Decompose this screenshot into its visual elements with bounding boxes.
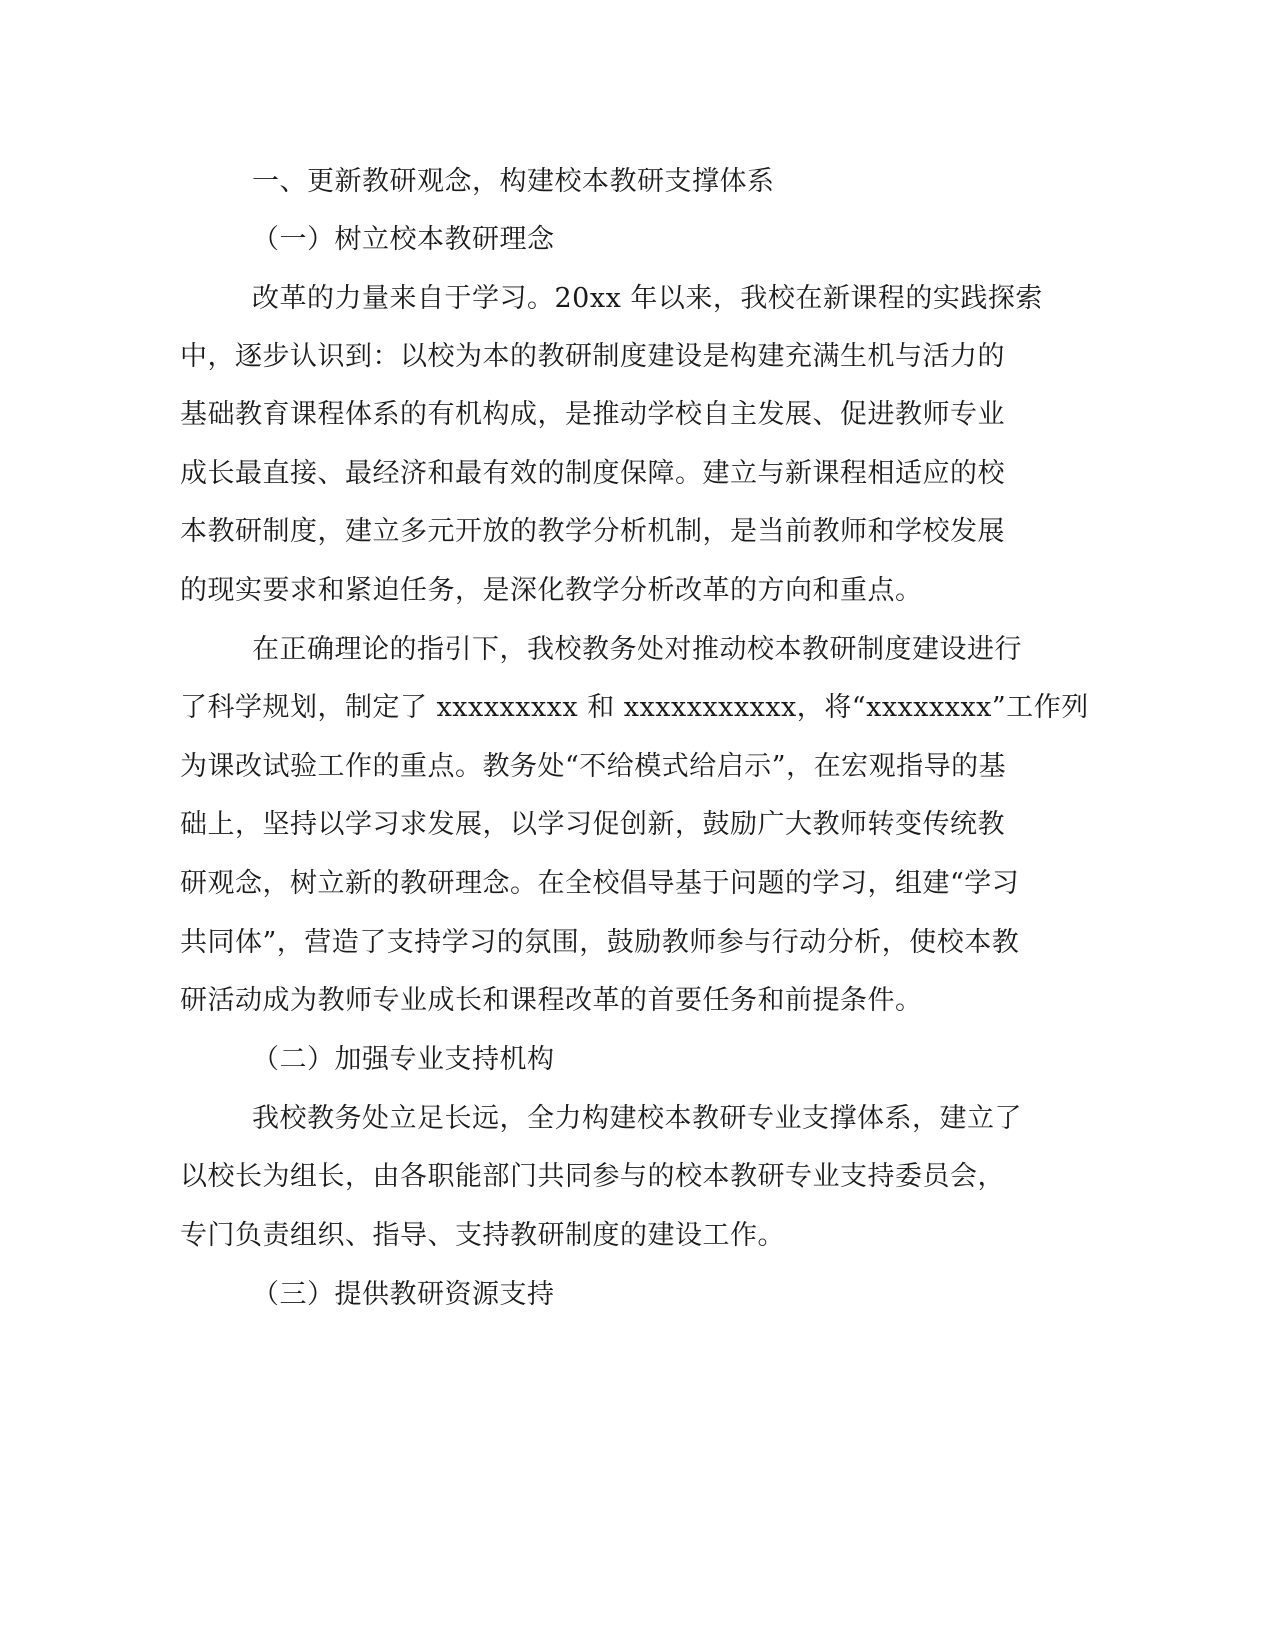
paragraph-line: 本教研制度，建立多元开放的教学分析机制，是当前教师和学校发展	[180, 516, 1005, 547]
paragraph-line: 专门负责组织、指导、支持教研制度的建设工作。	[180, 1220, 785, 1251]
paragraph-line: 以校长为组长，由各职能部门共同参与的校本教研专业支持委员会，	[180, 1161, 1005, 1192]
paragraph-line: 在正确理论的指引下，我校教务处对推动校本教研制度建设进行	[252, 634, 1022, 665]
subsection-heading: （二）加强专业支持机构	[252, 1044, 555, 1075]
paragraph-line: 共同体”，营造了支持学习的氛围，鼓励教师参与行动分析，使校本教	[180, 927, 1020, 958]
subsection-heading: （一）树立校本教研理念	[252, 224, 555, 255]
subsection-heading: （三）提供教研资源支持	[252, 1279, 555, 1310]
paragraph-line: 研观念，树立新的教研理念。在全校倡导基于问题的学习，组建“学习	[180, 868, 1020, 899]
paragraph-line: 的现实要求和紧迫任务，是深化教学分析改革的方向和重点。	[180, 575, 923, 606]
paragraph-line: 础上，坚持以学习求发展，以学习促创新，鼓励广大教师转变传统教	[180, 809, 1005, 840]
paragraph-line: 基础教育课程体系的有机构成，是推动学校自主发展、促进教师专业	[180, 399, 1005, 430]
paragraph-line: 我校教务处立足长远，全力构建校本教研专业支撑体系，建立了	[252, 1103, 1022, 1134]
paragraph-line: 中，逐步认识到：以校为本的教研制度建设是构建充满生机与活力的	[180, 341, 1005, 372]
section-heading: 一、更新教研观念，构建校本教研支撑体系	[252, 166, 775, 197]
paragraph-line: 成长最直接、最经济和最有效的制度保障。建立与新课程相适应的校	[180, 458, 1005, 489]
paragraph-line: 为课改试验工作的重点。教务处“不给模式给启示”，在宏观指导的基	[180, 751, 1007, 782]
paragraph-line: 研活动成为教师专业成长和课程改革的首要任务和前提条件。	[180, 985, 923, 1016]
paragraph-line: 了科学规划，制定了 xxxxxxxxx 和 xxxxxxxxxxx，将“xxxxxxxx”工作列	[180, 692, 1089, 723]
paragraph-line: 改革的力量来自于学习。20xx 年以来，我校在新课程的实践探索	[252, 283, 1043, 314]
